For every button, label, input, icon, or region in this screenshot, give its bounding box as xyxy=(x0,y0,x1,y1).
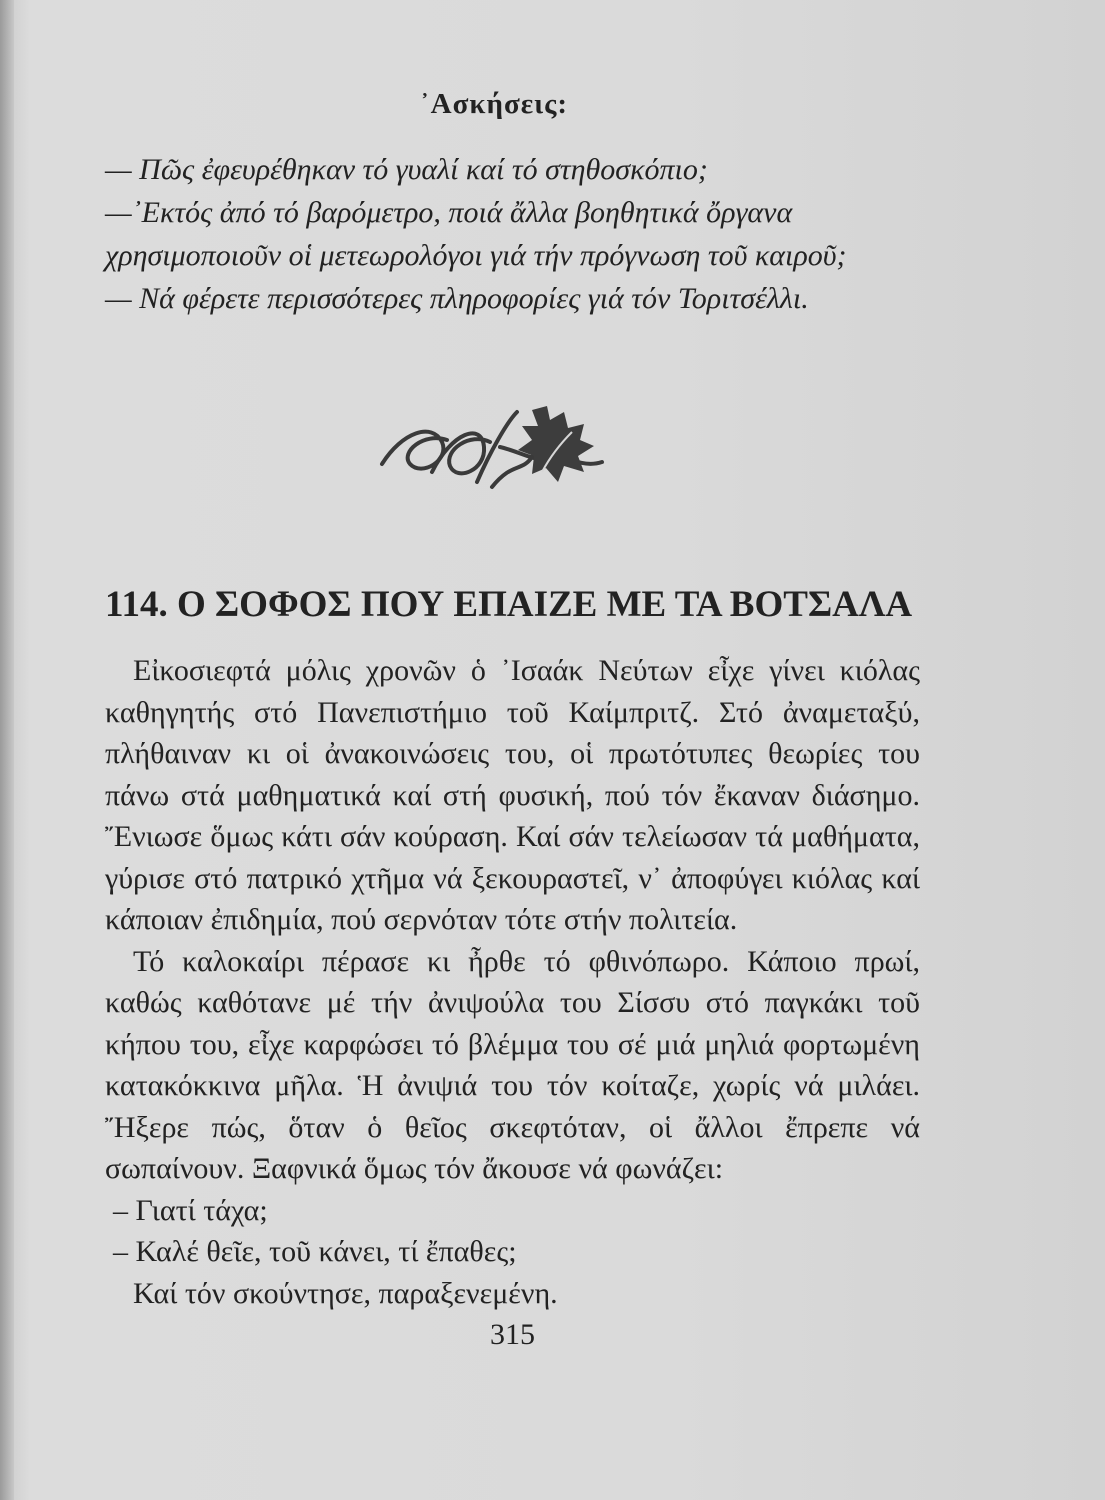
chapter-body xyxy=(105,650,920,1314)
paragraph: Εἰκοσιεφτά μόλις χρονῶν ὁ ᾿Ισαάκ Νεύτων εἶχε γίνει κιόλας καθηγητής στό Πανεπιστήμιο τοῦ Καίμπριτζ. Στό ἀναμεταξύ, πλήθαιναν κι οἱ ἀνακοινώσεις του, οἱ πρωτότυπες θεωρίες του πάνω στά μαθηματικά καί στή φυσική, πού τόν ἔκαναν διάσημο. Ἔνιωσε ὅμως κάτι σάν κούραση. Καί σάν τελείωσαν τά μαθήματα, γύρισε στό πατρικό χτῆμα νά ξεκουραστεῖ, ν᾿ ἀποφύγει κιόλας καί κάποιαν ἐπιδημία, πού σερνόταν τότε στήν πολιτεία. xyxy=(105,654,920,936)
page-number: 315 xyxy=(490,1318,535,1351)
chapter-title: 114. Ο ΣΟΦΟΣ ΠΟΥ ΕΠΑΙΖΕ ΜΕ ΤΑ ΒΟΤΣΑΛΑ xyxy=(105,584,913,625)
exercises-list xyxy=(105,148,915,320)
dialogue-line: – Γιατί τάχα; xyxy=(113,1193,268,1227)
page-binding-edge xyxy=(0,0,14,1500)
paragraph: Καί τόν σκούντησε, παραξενεμένη. xyxy=(133,1276,558,1310)
vine-leaf-ornament-icon xyxy=(372,402,622,502)
exercise-item: —᾿Εκτός ἀπό τό βαρόμετρο, ποιά ἄλλα βοηθητικά ὄργανα χρησιμοποιοῦν οἱ μετεωρολόγοι γιά τήν πρόγνωση τοῦ καιροῦ; xyxy=(105,196,847,272)
exercise-item: — Νά φέρετε περισσότερες πληροφορίες γιά τόν Τοριτσέλλι. xyxy=(105,282,809,315)
dialogue-line: – Καλέ θεῖε, τοῦ κάνει, τί ἔπαθες; xyxy=(113,1235,517,1268)
exercise-item: — Πῶς ἐφευρέθηκαν τό γυαλί καί τό στηθοσκόπιο; xyxy=(105,153,708,186)
paragraph: Τό καλοκαίρι πέρασε κι ἦρθε τό φθινόπωρο. Κάποιο πρωί, καθώς καθότανε μέ τήν ἀνιψούλα του Σίσσυ στό παγκάκι τοῦ κήπου του, εἶχε καρφώσει τό βλέμμα του σέ μιά μηλιά φορτωμένη κατακόκκινα μῆλα. Ἡ ἀνιψιά του τόν κοίταζε, χωρίς νά μιλάει. Ἤξερε πώς, ὅταν ὁ θεῖος σκεφτόταν, οἱ ἄλλοι ἔπρεπε νά σωπαίνουν. Ξαφνικά ὅμως τόν ἄκουσε νά φωνάζει: xyxy=(105,944,920,1185)
exercises-heading: ᾿Ασκήσεις: xyxy=(420,88,568,120)
